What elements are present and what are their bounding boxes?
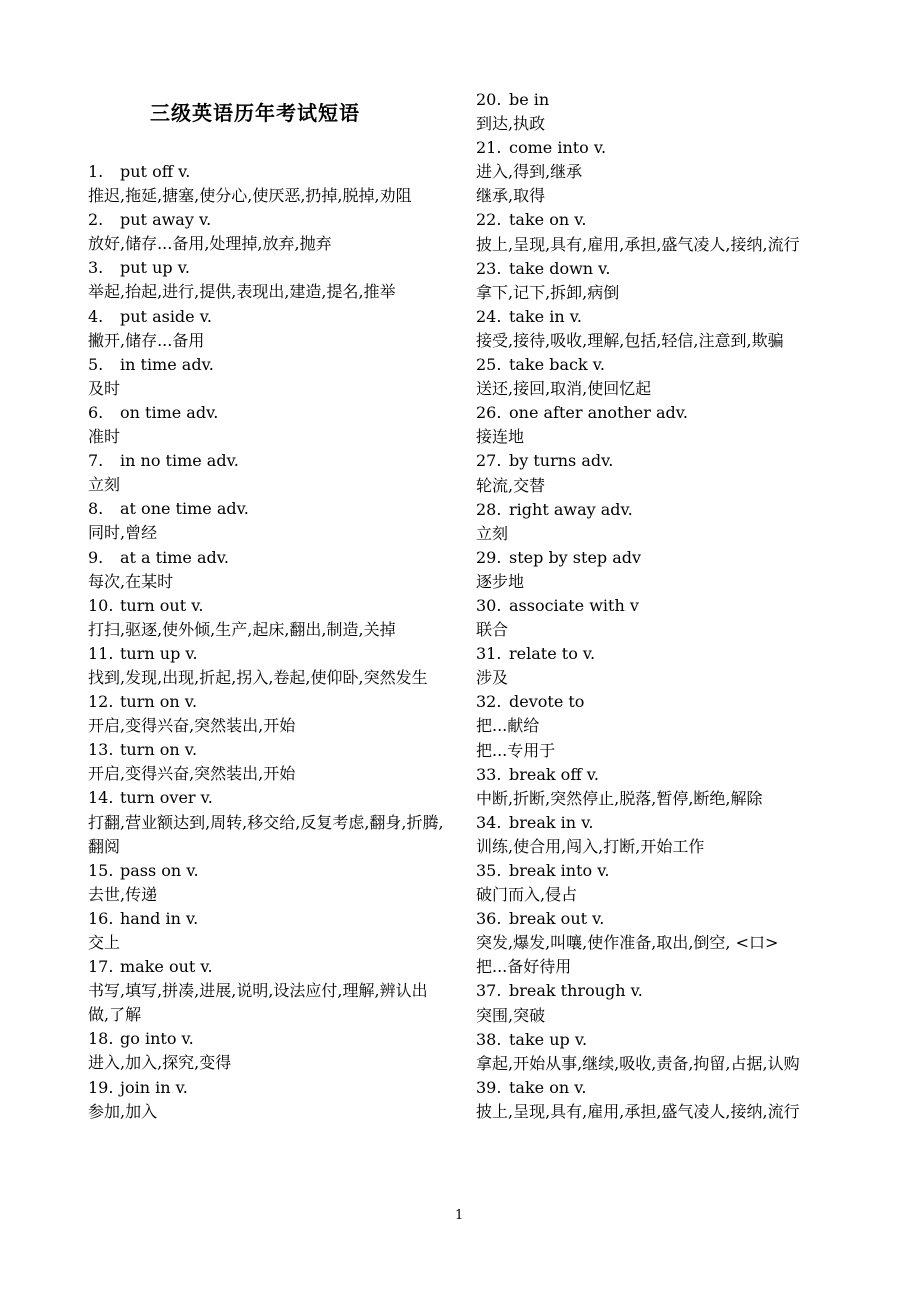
- phrase-entry: [476, 449, 832, 497]
- phrase-heading: [88, 353, 444, 377]
- phrase-heading: [88, 955, 444, 979]
- entry-number: 13.: [88, 740, 114, 760]
- entry-meaning: 找到,发现,出现,折起,拐入,卷起,使仰卧,突然发生: [88, 667, 428, 687]
- entry-number: 17.: [88, 957, 114, 977]
- entry-meaning: 交上: [88, 933, 121, 952]
- entry-number: 8.: [88, 499, 104, 519]
- entry-meaning: 把...专用于: [476, 740, 556, 760]
- phrase-entry: [88, 1027, 444, 1075]
- phrase-heading: [88, 546, 444, 570]
- phrase-heading: [88, 642, 444, 666]
- phrase-heading: [88, 449, 444, 473]
- phrase-heading: [88, 738, 444, 762]
- entry-phrase: devote to: [509, 692, 585, 712]
- entry-meaning: 参加,加入: [88, 1101, 158, 1121]
- phrase-heading: [476, 594, 832, 618]
- entry-number: 4.: [88, 306, 104, 326]
- phrase-entry: [476, 136, 832, 208]
- entry-number: 1.: [88, 162, 104, 181]
- phrase-entry: [88, 497, 444, 545]
- entry-phrase: join in v.: [120, 1077, 188, 1097]
- entry-number: 21.: [476, 138, 502, 158]
- phrase-entry: [476, 979, 832, 1027]
- entry-number: 36.: [476, 909, 502, 929]
- right-entries-list: [476, 88, 832, 1124]
- entry-meaning: 送还,接回,取消,使回忆起: [476, 379, 652, 399]
- entry-meaning: 拿起,开始从事,继续,吸收,责备,拘留,占据,认购: [476, 1053, 800, 1073]
- phrase-entry: [88, 859, 444, 907]
- phrase-entry: [476, 1028, 832, 1076]
- entry-meaning: 进入,得到,继承: [476, 162, 583, 182]
- phrase-heading: [476, 1076, 832, 1100]
- entry-meaning: 打扫,驱逐,使外倾,生产,起床,翻出,制造,关掉: [88, 619, 396, 639]
- entry-meaning: 撇开,储存...备用: [88, 330, 205, 350]
- entry-meaning: 立刻: [88, 475, 121, 495]
- entry-number: 19.: [88, 1077, 114, 1097]
- entry-number: 34.: [476, 812, 502, 832]
- phrase-heading: [88, 497, 444, 521]
- phrase-entry: [476, 257, 832, 305]
- phrase-entry: [476, 208, 832, 256]
- phrase-entry: [88, 786, 444, 858]
- entry-phrase: take in v.: [509, 306, 582, 326]
- phrase-heading: [476, 208, 832, 232]
- phrase-entry: [476, 811, 832, 859]
- phrase-heading: [476, 257, 832, 281]
- phrase-entry: [476, 642, 832, 690]
- phrase-entry: [88, 256, 444, 304]
- entry-number: 29.: [476, 547, 502, 567]
- entry-number: 38.: [476, 1029, 502, 1049]
- phrase-heading: [88, 594, 444, 618]
- phrase-heading: [476, 690, 832, 714]
- phrase-entry: [476, 546, 832, 594]
- phrase-heading: [476, 88, 832, 112]
- phrase-heading: [88, 208, 444, 232]
- entry-meaning: 到达,执政: [476, 114, 546, 134]
- phrase-entry: [476, 594, 832, 642]
- phrase-heading: [88, 160, 444, 184]
- entry-meaning: 接受,接待,吸收,理解,包括,轻信,注意到,欺骗: [476, 330, 784, 350]
- entry-meaning: 突发,爆发,叫嚷,使作准备,取出,倒空, <口>: [476, 933, 779, 953]
- phrase-entry: [88, 160, 444, 208]
- phrase-entry: [88, 1076, 444, 1124]
- phrase-entry: [88, 208, 444, 256]
- entry-number: 10.: [88, 595, 114, 615]
- page-title: 三级英语历年考试短语: [150, 101, 360, 125]
- entry-phrase: go into v.: [120, 1029, 194, 1049]
- entry-phrase: at one time adv.: [120, 499, 249, 519]
- entry-number: 27.: [476, 451, 502, 471]
- entry-meaning: 立刻: [476, 523, 509, 543]
- phrase-entry: [88, 642, 444, 690]
- entry-meaning: 继承,取得: [476, 186, 546, 206]
- entry-phrase: one after another adv.: [509, 403, 689, 423]
- entry-phrase: step by step adv: [509, 547, 642, 567]
- phrase-entry: [88, 907, 444, 955]
- entry-meaning: 及时: [88, 378, 121, 398]
- entry-meaning: 逐步地: [476, 571, 525, 591]
- phrase-heading: [476, 401, 832, 425]
- entry-phrase: take on v.: [509, 210, 587, 230]
- entry-phrase: at a time adv.: [120, 547, 229, 567]
- phrase-heading: [476, 859, 832, 883]
- entry-number: 37.: [476, 981, 502, 1001]
- phrase-heading: [88, 907, 444, 931]
- entry-phrase: in no time adv.: [120, 451, 239, 471]
- entry-meaning: 把...备好待用: [476, 957, 572, 977]
- entry-meaning: 书写,填写,拼凑,进展,说明,设法应付,理解,辨认出: [88, 981, 428, 1001]
- entry-meaning: 进入,加入,探究,变得: [88, 1053, 232, 1073]
- entry-phrase: put off v.: [120, 162, 191, 181]
- phrase-entry: [476, 763, 832, 811]
- entry-meaning: 中断,折断,突然停止,脱落,暂停,断绝,解除: [476, 788, 763, 808]
- entry-number: 35.: [476, 861, 502, 880]
- entry-meaning: 突围,突破: [476, 1005, 546, 1025]
- entry-phrase: associate with v: [509, 595, 639, 615]
- entry-meaning: 涉及: [476, 668, 509, 688]
- entry-number: 16.: [88, 908, 114, 928]
- entry-meaning: 轮流,交替: [476, 475, 546, 495]
- phrase-heading: [476, 979, 832, 1003]
- phrase-heading: [88, 859, 444, 883]
- entry-phrase: turn over v.: [120, 788, 213, 808]
- entry-number: 26.: [476, 403, 502, 423]
- entry-number: 14.: [88, 788, 114, 808]
- phrase-entry: [476, 907, 832, 979]
- phrase-heading: [476, 763, 832, 787]
- entry-meaning: 每次,在某时: [88, 571, 174, 591]
- phrase-entry: [88, 546, 444, 594]
- entry-number: 31.: [476, 644, 502, 664]
- phrase-heading: [476, 1028, 832, 1052]
- entry-meaning: 披上,呈现,具有,雇用,承担,盛气凌人,接纳,流行: [476, 1101, 800, 1121]
- entry-number: 18.: [88, 1029, 114, 1049]
- entry-meaning: 联合: [476, 620, 509, 640]
- phrase-entry: [476, 353, 832, 401]
- phrase-entry: [476, 1076, 832, 1124]
- entry-meaning: 开启,变得兴奋,突然装出,开始: [88, 764, 296, 784]
- entry-meaning: 同时,曾经: [88, 523, 158, 543]
- entry-meaning: 做,了解: [88, 1005, 142, 1025]
- entry-phrase: break into v.: [509, 861, 610, 880]
- entry-meaning: 去世,传递: [88, 884, 158, 904]
- phrase-entry: [88, 594, 444, 642]
- entry-number: 12.: [88, 692, 114, 712]
- entry-number: 11.: [88, 643, 114, 663]
- entry-meaning: 打翻,营业额达到,周转,移交给,反复考虑,翻身,折腾,翻阅: [88, 812, 444, 856]
- entry-meaning: 举起,抬起,进行,提供,表现出,建造,提名,推举: [88, 282, 396, 302]
- entry-phrase: relate to v.: [509, 644, 596, 664]
- entry-number: 28.: [476, 499, 502, 519]
- phrase-entry: [476, 305, 832, 353]
- phrase-heading: [88, 690, 444, 714]
- entry-meaning: 破门而入,侵占: [476, 885, 578, 905]
- phrase-entry: [476, 498, 832, 546]
- phrase-heading: [476, 305, 832, 329]
- phrase-heading: [88, 401, 444, 425]
- entry-number: 20.: [476, 90, 502, 109]
- entry-number: 39.: [476, 1077, 502, 1097]
- phrase-heading: [476, 546, 832, 570]
- phrase-heading: [476, 907, 832, 931]
- entry-number: 7.: [88, 451, 104, 471]
- entry-number: 30.: [476, 595, 502, 615]
- entry-phrase: in time adv.: [120, 354, 214, 374]
- entry-number: 33.: [476, 764, 502, 784]
- entry-phrase: turn out v.: [120, 595, 204, 615]
- entry-phrase: make out v.: [120, 957, 213, 977]
- page-number: 1: [455, 1208, 464, 1223]
- entry-phrase: take down v.: [509, 258, 611, 278]
- entry-number: 2.: [88, 210, 104, 230]
- entry-number: 3.: [88, 258, 104, 278]
- phrase-entry: [88, 738, 444, 786]
- phrase-entry: [88, 449, 444, 497]
- phrase-entry: [88, 401, 444, 449]
- phrase-entry: [88, 305, 444, 353]
- entry-number: 22.: [476, 210, 502, 230]
- entry-phrase: right away adv.: [509, 499, 633, 519]
- entry-number: 23.: [476, 258, 502, 278]
- phrase-entry: [476, 859, 832, 907]
- entry-phrase: break out v.: [509, 909, 605, 929]
- entry-phrase: break off v.: [509, 764, 599, 784]
- entry-phrase: by turns adv.: [509, 451, 614, 471]
- left-entries-list: [88, 160, 444, 1124]
- entry-phrase: turn on v.: [120, 692, 198, 712]
- phrase-heading: [88, 305, 444, 329]
- entry-meaning: 开启,变得兴奋,突然装出,开始: [88, 716, 296, 736]
- phrase-heading: [88, 1076, 444, 1100]
- entry-meaning: 准时: [88, 427, 121, 447]
- entry-number: 5.: [88, 354, 104, 374]
- entry-number: 32.: [476, 692, 502, 712]
- phrase-heading: [88, 1027, 444, 1051]
- entry-phrase: turn up v.: [120, 643, 198, 663]
- phrase-entry: [476, 401, 832, 449]
- entry-number: 25.: [476, 355, 502, 375]
- entry-phrase: take back v.: [509, 355, 605, 375]
- entry-phrase: turn on v.: [120, 740, 198, 760]
- phrase-heading: [476, 449, 832, 473]
- phrase-entry: [476, 690, 832, 762]
- phrase-heading: [476, 353, 832, 377]
- entry-number: 15.: [88, 860, 114, 880]
- entry-meaning: 披上,呈现,具有,雇用,承担,盛气凌人,接纳,流行: [476, 234, 800, 254]
- phrase-heading: [88, 786, 444, 810]
- phrase-entry: [476, 88, 832, 136]
- entry-phrase: put aside v.: [120, 306, 212, 326]
- entry-meaning: 拿下,记下,拆卸,病倒: [476, 282, 620, 302]
- entry-meaning: 放好,储存...备用,处理掉,放弃,抛弃: [88, 234, 332, 254]
- phrase-entry: [88, 690, 444, 738]
- entry-phrase: pass on v.: [120, 860, 199, 880]
- phrase-heading: [88, 256, 444, 280]
- phrase-entry: [88, 353, 444, 401]
- phrase-entry: [88, 955, 444, 1027]
- phrase-heading: [476, 811, 832, 835]
- entry-meaning: 把...献给: [476, 716, 540, 736]
- entry-meaning: 训练,使合用,闯入,打断,开始工作: [476, 836, 705, 856]
- entry-phrase: on time adv.: [120, 402, 219, 422]
- entry-meaning: 接连地: [476, 427, 525, 447]
- entry-number: 24.: [476, 306, 502, 326]
- entry-phrase: break in v.: [509, 812, 594, 832]
- entry-meaning: 推迟,拖延,搪塞,使分心,使厌恶,扔掉,脱掉,劝阻: [88, 186, 412, 206]
- entry-phrase: take up v.: [509, 1029, 588, 1049]
- entry-phrase: hand in v.: [120, 908, 199, 928]
- entry-number: 9.: [88, 547, 104, 567]
- phrase-heading: [476, 136, 832, 160]
- phrase-heading: [476, 642, 832, 666]
- entry-phrase: take on v.: [509, 1077, 587, 1097]
- entry-phrase: put away v.: [120, 210, 212, 230]
- phrase-heading: [476, 498, 832, 522]
- entry-number: 6.: [88, 402, 104, 422]
- entry-phrase: put up v.: [120, 258, 190, 278]
- entry-phrase: break through v.: [509, 981, 643, 1001]
- entry-phrase: be in: [509, 90, 550, 109]
- entry-phrase: come into v.: [509, 138, 607, 158]
